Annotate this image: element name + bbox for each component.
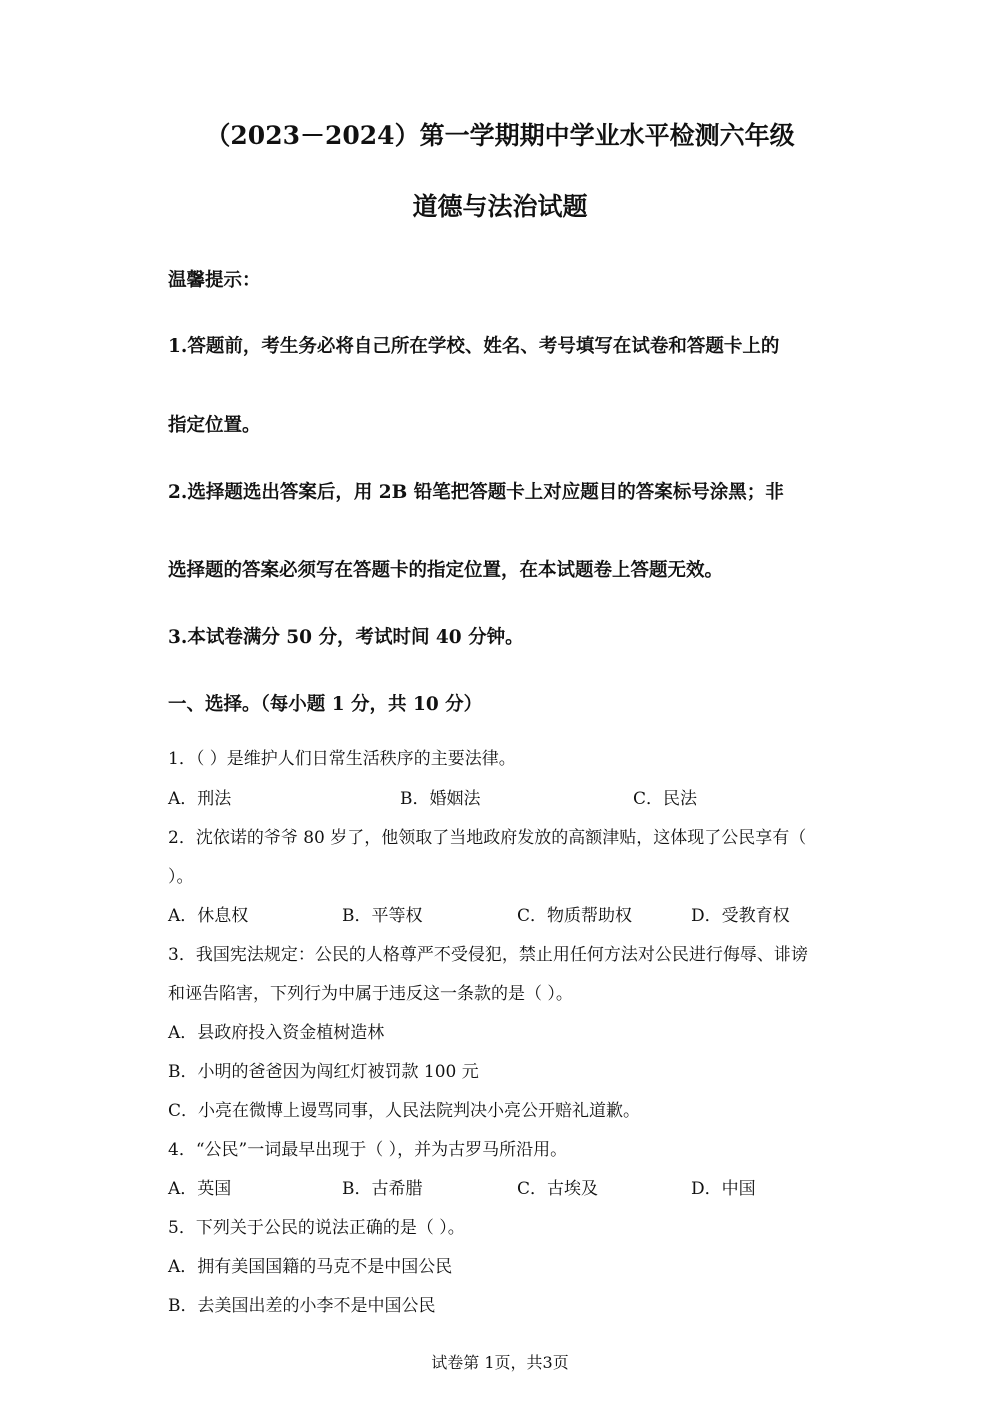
question-2-stem-line-2: ）。: [168, 867, 194, 887]
question-4-option-a: A．英国: [168, 1179, 232, 1199]
question-2-option-d: D．受教育权: [691, 906, 790, 926]
notice-item-3: 3.本试卷满分 50 分，考试时间 40 分钟。: [168, 627, 524, 648]
notice-item-2-line-1: 2.选择题选出答案后，用 2B 铅笔把答题卡上对应题目的答案标号涂黑；非: [168, 482, 784, 503]
page-footer: 试卷第 1页，共3页: [431, 1353, 569, 1372]
question-1-stem: 1．（ ）是维护人们日常生活秩序的主要法律。: [168, 749, 516, 769]
section-heading: 一、选择。（每小题 1 分，共 10 分）: [168, 694, 483, 715]
question-3-option-a: A．县政府投入资金植树造林: [168, 1023, 385, 1043]
question-2-option-b: B．平等权: [342, 906, 423, 926]
question-5-option-a: A．拥有美国国籍的马克不是中国公民: [168, 1257, 453, 1277]
question-2-option-c: C．物质帮助权: [517, 906, 633, 926]
question-2-option-a: A．休息权: [168, 906, 249, 926]
exam-subject-title: 道德与法治试题: [412, 192, 588, 221]
question-3-option-b: B．小明的爸爸因为闯红灯被罚款 100 元: [168, 1062, 479, 1082]
exam-title: （2023－2024）第一学期期中学业水平检测六年级: [205, 121, 795, 150]
notice-item-1-line-2: 指定位置。: [168, 415, 261, 436]
question-4-option-c: C．古埃及: [517, 1179, 599, 1199]
question-1-option-b: B．婚姻法: [400, 789, 481, 809]
notice-item-2-line-2: 选择题的答案必须写在答题卡的指定位置，在本试题卷上答题无效。: [168, 560, 724, 581]
question-4-stem: 4．“公民”一词最早出现于（ ），并为古罗马所沿用。: [168, 1140, 568, 1160]
question-4-option-b: B．古希腊: [342, 1179, 423, 1199]
notice-item-1-line-1: 1.答题前，考生务必将自己所在学校、姓名、考号填写在试卷和答题卡上的: [168, 336, 780, 357]
question-5-option-b: B．去美国出差的小李不是中国公民: [168, 1296, 436, 1316]
question-3-stem-line-1: 3．我国宪法规定：公民的人格尊严不受侵犯，禁止用任何方法对公民进行侮辱、诽谤: [168, 945, 808, 965]
notice-heading: 温馨提示：: [168, 270, 261, 291]
question-3-option-c: C．小亮在微博上谩骂同事，人民法院判决小亮公开赔礼道歉。: [168, 1101, 641, 1121]
question-5-stem: 5．下列关于公民的说法正确的是（ ）。: [168, 1218, 465, 1238]
question-3-stem-line-2: 和诬告陷害，下列行为中属于违反这一条款的是（ ）。: [168, 984, 573, 1004]
question-1-option-c: C．民法: [633, 789, 698, 809]
question-2-stem-line-1: 2．沈依诺的爷爷 80 岁了，他领取了当地政府发放的高额津贴，这体现了公民享有（: [168, 828, 807, 848]
question-4-option-d: D．中国: [691, 1179, 756, 1199]
question-1-option-a: A．刑法: [168, 789, 232, 809]
